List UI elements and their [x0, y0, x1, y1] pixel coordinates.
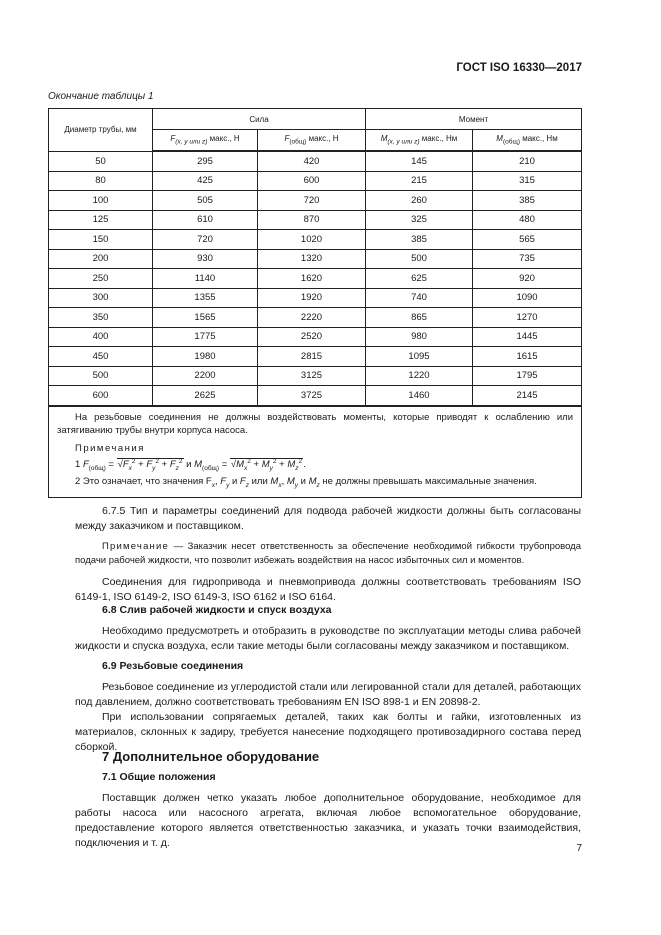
table-cell: 2520 — [258, 327, 366, 347]
table-row — [49, 171, 582, 191]
table-cell: 600 — [49, 386, 153, 406]
table-row — [49, 366, 582, 386]
table-cell: 300 — [49, 288, 153, 308]
table-cell: 740 — [366, 288, 473, 308]
table-cell: 500 — [366, 249, 473, 269]
table-cell: 295 — [153, 151, 258, 171]
table-cell: 1140 — [153, 269, 258, 289]
table-cell: 200 — [49, 249, 153, 269]
section-6-7-5 — [75, 504, 581, 605]
table-cell: 1980 — [153, 347, 258, 367]
table-cell: 420 — [258, 151, 366, 171]
table-cell: 1220 — [366, 366, 473, 386]
table-cell: 2200 — [153, 366, 258, 386]
table-cell: 2625 — [153, 386, 258, 406]
header-f-xyz: $F_{(x, y или z)}$ макс., Н — [153, 130, 258, 152]
heading-7-1: 7.1 Общие положения — [102, 771, 216, 783]
document-code: ГОСТ ISO 16330—2017 — [456, 62, 582, 74]
table-row — [49, 308, 582, 328]
para-6-9-b: При использовании сопрягаемых деталей, таких как болты и гайки, изготовленных из материалов, склонных к задиру, требуется нанесение подходящего противозадирного состава перед сборкой. — [75, 711, 581, 753]
table-cell: 505 — [153, 191, 258, 211]
table-cell: 1615 — [473, 347, 582, 367]
table-cell: 215 — [366, 171, 473, 191]
table-cell: 1090 — [473, 288, 582, 308]
table-cell: 1095 — [366, 347, 473, 367]
table-cell: 920 — [473, 269, 582, 289]
table-row — [49, 288, 582, 308]
note-1: 1 $F_{(общ)} = √F_x^2 + F_y^2 + F_z^2$ и $M_{(общ)} = √M_x^2 + M_y^2 + M_z^2$. — [75, 457, 306, 472]
table-cell: 1920 — [258, 288, 366, 308]
para-connections: Соединения для гидропривода и пневмопривода должны соответствовать требованиям ISO 6149-1, ISO 6149-2, ISO 6149-3, ISO 6162 и ISO 6164. — [75, 576, 581, 603]
note-2: 2 Это означает, что значения $F_x$, $F_y$ и $F_z$ или $M_x$, $M_y$ и $M_z$ не должны превышать максимальные значения. — [75, 475, 537, 489]
table-cell: 610 — [153, 210, 258, 230]
table-cell: 80 — [49, 171, 153, 191]
table-cell: 735 — [473, 249, 582, 269]
header-diameter: Диаметр трубы, мм — [49, 109, 153, 152]
table-cell: 565 — [473, 230, 582, 250]
table-row — [49, 386, 582, 406]
table-cell: 260 — [366, 191, 473, 211]
table-cell: 250 — [49, 269, 153, 289]
table-row — [49, 347, 582, 367]
heading-6-8: 6.8 Слив рабочей жидкости и спуск воздуха — [102, 604, 332, 616]
table-cell: 1620 — [258, 269, 366, 289]
table-cell: 450 — [49, 347, 153, 367]
table-row — [49, 249, 582, 269]
table-row — [49, 210, 582, 230]
table-cell: 1775 — [153, 327, 258, 347]
table-row — [49, 327, 582, 347]
section-6-9 — [75, 659, 581, 755]
table-cell: 2220 — [258, 308, 366, 328]
table-row — [49, 230, 582, 250]
note-6-7-5: Примечание — Заказчик несет ответственность за обеспечение необходимой гибкости трубопровода подачи рабочей жидкости, что позволит избежать воздействия на насос избыточных сил и моментов. — [75, 541, 581, 566]
table-cell: 125 — [49, 210, 153, 230]
table-cell: 3725 — [258, 386, 366, 406]
heading-7: 7 Дополнительное оборудование — [102, 749, 320, 764]
table-cell: 150 — [49, 230, 153, 250]
table-cell: 315 — [473, 171, 582, 191]
table-cell: 3125 — [258, 366, 366, 386]
table-cell: 720 — [153, 230, 258, 250]
table-cell: 50 — [49, 151, 153, 171]
section-6-8 — [75, 603, 581, 654]
table-cell: 145 — [366, 151, 473, 171]
table-cell: 500 — [49, 366, 153, 386]
header-force-group: Сила — [153, 109, 366, 130]
header-m-total: $M_{(общ)}$ макс., Нм — [473, 130, 582, 152]
table-cell: 1795 — [473, 366, 582, 386]
table-cell: 350 — [49, 308, 153, 328]
table-cell: 1565 — [153, 308, 258, 328]
table-cell: 1320 — [258, 249, 366, 269]
table-cell: 1460 — [366, 386, 473, 406]
note-thread: На резьбовые соединения не должны воздействовать моменты, которые приводят к ослаблению или затягиванию трубы внутри корпуса насоса. — [57, 411, 574, 436]
table-cell: 2145 — [473, 386, 582, 406]
section-7 — [75, 749, 581, 851]
header-moment-group: Момент — [366, 109, 582, 130]
table-row — [49, 191, 582, 211]
header-f-total: $F_{(общ)}$ макс., Н — [258, 130, 366, 152]
table-cell: 325 — [366, 210, 473, 230]
table-cell: 1445 — [473, 327, 582, 347]
table-cell: 385 — [366, 230, 473, 250]
table-row — [49, 151, 582, 171]
notes-title: Примечания — [75, 442, 145, 454]
table-cell: 210 — [473, 151, 582, 171]
table-cell: 625 — [366, 269, 473, 289]
para-6-7-5: 6.7.5 Тип и параметры соединений для подвода рабочей жидкости должны быть согласованы между заказчиком и поставщиком. — [75, 505, 581, 532]
table-row — [49, 269, 582, 289]
loads-table — [48, 108, 582, 498]
table-cell: 385 — [473, 191, 582, 211]
table-cell: 2815 — [258, 347, 366, 367]
header-m-xyz: $M_{(x, y или z)}$ макс., Нм — [366, 130, 473, 152]
table-cell: 480 — [473, 210, 582, 230]
page-number: 7 — [576, 843, 582, 854]
table-cell: 930 — [153, 249, 258, 269]
table-cell: 870 — [258, 210, 366, 230]
para-7-1: Поставщик должен четко указать любое дополнительное оборудование, необходимое для работы насоса или насосного агрегата, включая любое вспомогательное оборудование, предоставление которого является ответственностью заказчика, и указать точки взаимодействия, подключения и т. д. — [75, 792, 581, 849]
table-cell: 1020 — [258, 230, 366, 250]
table-notes — [49, 406, 582, 498]
table-cell: 600 — [258, 171, 366, 191]
table-cell: 980 — [366, 327, 473, 347]
table-cell: 720 — [258, 191, 366, 211]
table-cell: 1355 — [153, 288, 258, 308]
table-cell: 425 — [153, 171, 258, 191]
para-6-9-a: Резьбовое соединение из углеродистой стали или легированной стали для деталей, работающих под давлением, должно соответствовать требованиям EN ISO 898-1 и EN 20898-2. — [75, 681, 581, 708]
table-cell: 100 — [49, 191, 153, 211]
table-cell: 865 — [366, 308, 473, 328]
table-cell: 400 — [49, 327, 153, 347]
heading-6-9: 6.9 Резьбовые соединения — [102, 660, 244, 672]
para-6-8: Необходимо предусмотреть и отобразить в руководстве по эксплуатации методы слива рабочей жидкости и спуска воздуха, если такие методы были согласованы между заказчиком и поставщиком. — [75, 625, 581, 652]
table-caption: Окончание таблицы 1 — [48, 91, 154, 102]
table-cell: 1270 — [473, 308, 582, 328]
